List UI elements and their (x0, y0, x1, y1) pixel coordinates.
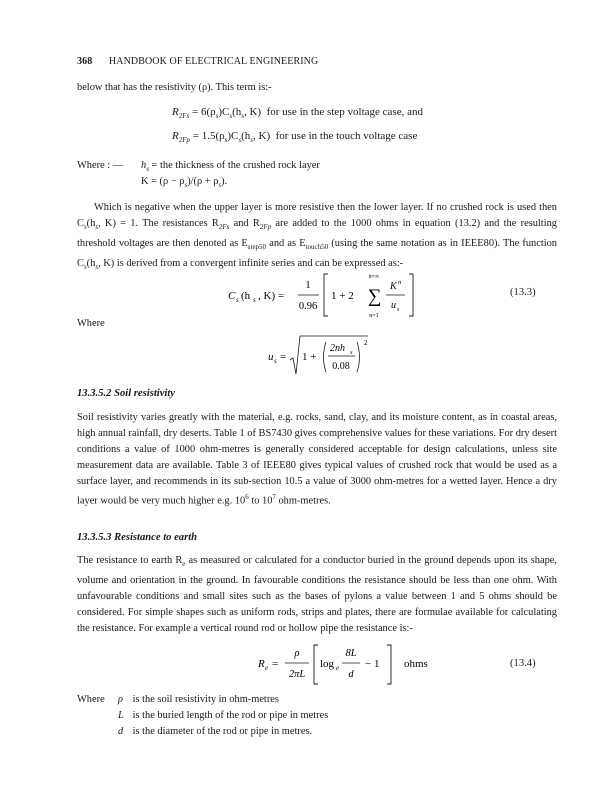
heading-13-3-5-3: 13.3.5.3 Resistance to earth (77, 532, 198, 543)
svg-text:8L: 8L (345, 648, 357, 659)
svg-text:2πL: 2πL (288, 669, 306, 680)
svg-text:e: e (265, 664, 269, 672)
svg-text:n=1: n=1 (369, 313, 379, 319)
paragraph-resistance-to-earth: The resistance to earth $R_e$ as measured or calculated for a conductor buried in the ground depends upon its shape, volume and orientation in the ground. In favourable conditions the resistance should be less than one ohm. With unfavourable conditions and small sites such as the bases of pylons a value between 1 and 5 ohms should be considered. For simple shapes such as uniform rods, strips and plates, there are formulae available for calculating the resistance. For example a vertical round rod or hollow pipe the resistance is:- (77, 555, 557, 634)
svg-text:s: s (253, 296, 256, 304)
equation-13-4 (258, 642, 468, 688)
svg-text:s: s (397, 306, 400, 313)
running-header (77, 56, 557, 67)
equation-step: $R_{2Fs} = 6(\rho_s)C_s(h_s$, K) for use in the step voltage case, and (172, 106, 423, 121)
svg-text:d: d (348, 669, 354, 680)
svg-text:(h: (h (241, 290, 251, 302)
svg-text:ohms: ohms (404, 658, 428, 670)
running-title: HANDBOOK OF ELECTRICAL ENGINEERING (108, 56, 319, 67)
paragraph-negative: Which is negative when the upper layer is more resistive then the lower layer. If no crushed rock is used then $C_s(h_s$, K) = 1. The resistances $R_{2Fs}$ and $R_{2Fp}$ are added to the 1000 ohms in equation (13.2) and the resulting threshold voltages are then denoted as $E_{step50}$ and as $E_{touch50}$ (using the same notation as in IEEE80). The function $C_s(h_s$, K) is derived from a convergent infinite series and can be expressed as:- (77, 202, 557, 271)
heading-13-3-5-2: 13.3.5.2 Soil resistivity (77, 388, 175, 399)
svg-text:s: s (274, 357, 277, 365)
svg-text:s: s (236, 296, 239, 304)
intro-line: below that has the resistivity (ρ). This term is:- (77, 82, 272, 93)
svg-text:0.08: 0.08 (332, 361, 350, 372)
svg-text:1: 1 (305, 280, 311, 291)
equation-13-3 (228, 270, 428, 320)
page-number: 368 (77, 56, 93, 67)
sigma-glyph: ∑ (368, 286, 382, 307)
svg-text:n: n (398, 279, 402, 286)
equation-number-13-3: (13.3) (510, 287, 536, 298)
svg-text:, K) =: , K) = (258, 290, 285, 302)
svg-text:0.96: 0.96 (298, 301, 318, 312)
svg-text:ρ: ρ (294, 648, 300, 659)
svg-text:u: u (268, 351, 274, 363)
where-label-1: Where : — (77, 160, 124, 171)
where-label-3: Where (77, 694, 105, 705)
svg-text:s: s (350, 349, 353, 356)
svg-text:− 1: − 1 (365, 658, 380, 670)
svg-text:2nh: 2nh (330, 343, 345, 354)
where-k-def: $K = (\rho - \rho_s)/(\rho + \rho_s)$. (141, 176, 228, 190)
svg-text:R: R (258, 658, 265, 670)
equation-touch: $R_{2Fp} = 1.5(\rho_s)C_s(h_s$, K) for use in the touch voltage case (172, 130, 418, 145)
svg-text:=: = (272, 658, 279, 670)
svg-text:K: K (390, 281, 397, 292)
where-label-2: Where (77, 318, 105, 329)
where-row-rho: ρ is the soil resistivity in ohm-metres (118, 694, 279, 705)
svg-text:n=∞: n=∞ (368, 274, 380, 280)
svg-text:log: log (320, 658, 335, 670)
where-hs-def: $h_s$ = the thickness of the crushed rock layer (141, 160, 320, 174)
where-row-d: d is the diameter of the rod or pipe in metres. (118, 726, 313, 737)
svg-text:C: C (228, 290, 236, 302)
svg-text:2: 2 (364, 339, 368, 347)
where-row-L: L is the buried length of the rod or pipe in metres (118, 710, 329, 721)
equation-us (268, 334, 388, 380)
svg-text:u: u (391, 300, 396, 311)
svg-text:1 + 2: 1 + 2 (331, 290, 354, 302)
equation-step-note: for use in the step voltage case, and (266, 106, 423, 118)
equation-touch-note: for use in the touch voltage case (275, 130, 418, 142)
svg-text:=: = (280, 351, 287, 363)
svg-text:e: e (336, 664, 340, 672)
equation-number-13-4: (13.4) (510, 658, 536, 669)
svg-text:1 +: 1 + (302, 351, 317, 363)
paragraph-soil-resistivity: Soil resistivity varies greatly with the material, e.g. rocks, sand, clay, and its moisture content, as in coastal areas, high annual rainfall, dry deserts. Table 1 of BS7430 gives comprehensive values for these variations. For dry desert conditions a value of 1000 ohm-metres is generally considered acceptable for design calculations, unless site measurement data are available. Table 3 of IEEE80 gives typical values of crushed rock that would be used as a surface layer, and recommends in its sub-section 10.5 a value of 3000 ohm-metres for a wetted layer. Hence a dry layer would be very much higher e.g. $10^6$ to $10^7$ ohm-metres. (77, 412, 557, 506)
